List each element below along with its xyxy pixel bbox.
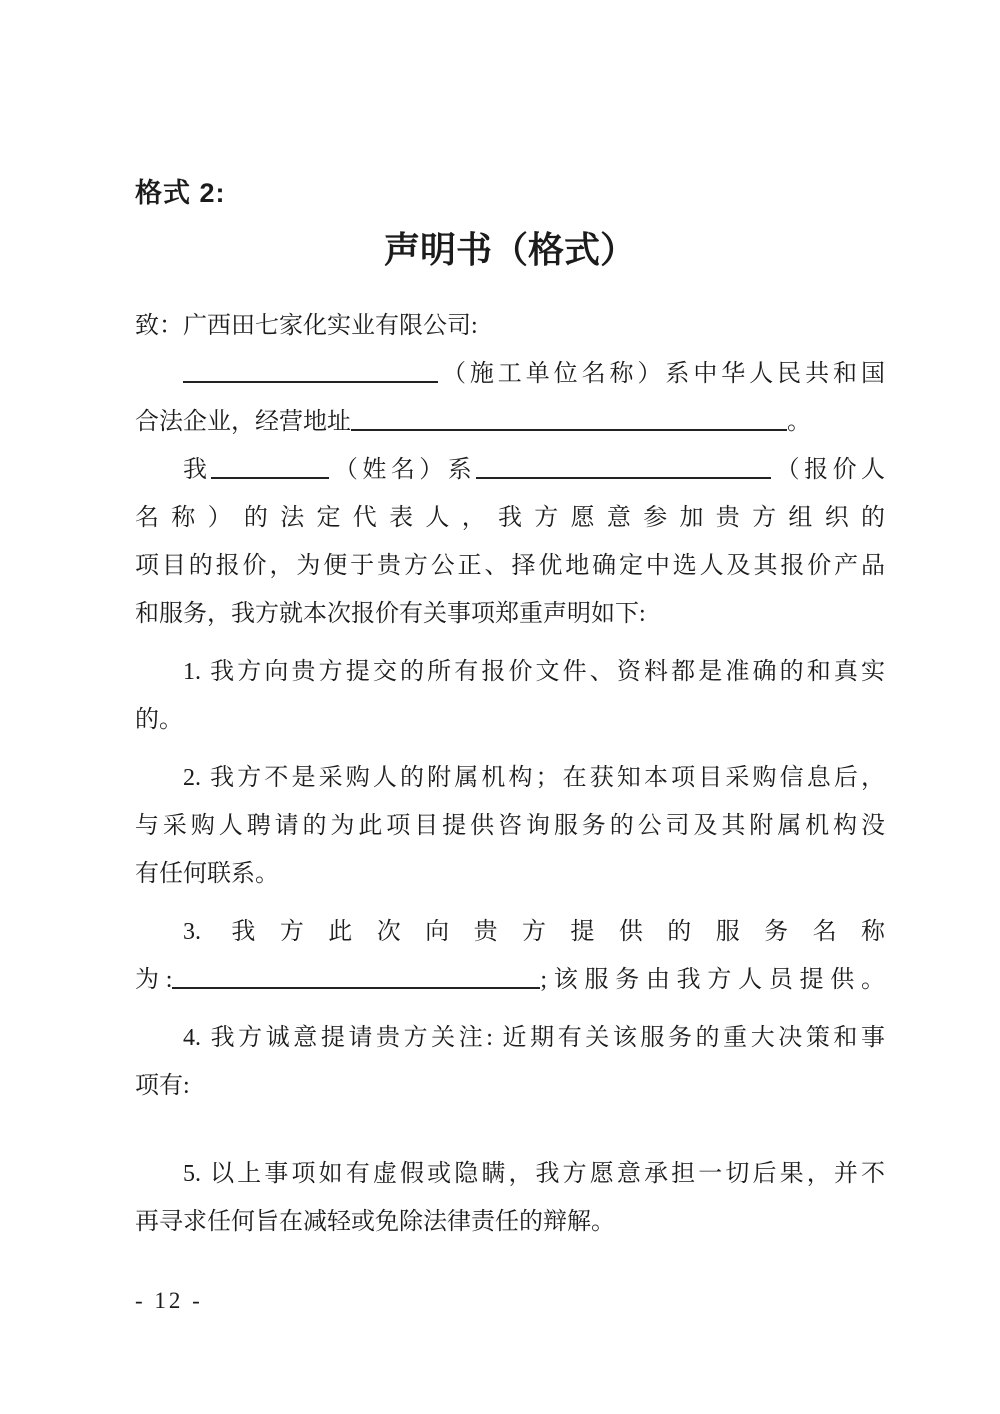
page-number: - 12 -: [135, 1288, 203, 1313]
unit-name-blank-field: [183, 379, 438, 383]
intro-line-2: [135, 398, 885, 446]
format-label: 格式 2:: [135, 178, 226, 208]
intro-line-1: [135, 350, 885, 398]
intro-line-1-text: （施工单位名称）系中华人民共和国: [438, 361, 885, 387]
blank-line-gap: [135, 1110, 885, 1140]
rep-tail-text: （报价人: [771, 457, 886, 483]
item-4-line-2: 项有:: [135, 1073, 190, 1099]
item-5-line-1: 5. 以上事项如有虚假或隐瞒，我方愿意承担一切后果，并不: [183, 1161, 885, 1187]
item-5-line-2: 再寻求任何旨在减轻或免除法律责任的辩解。: [135, 1209, 615, 1235]
item-3-line-2: [135, 956, 885, 1004]
item-1-line-2: 的。: [135, 707, 183, 733]
document-title: 声明书（格式）: [383, 230, 636, 270]
document-content: [135, 176, 885, 1246]
representative-line-3: 项目的报价，为便于贵方公正、择优地确定中选人及其报价产品: [135, 553, 885, 579]
item-4-line-1: 4. 我方诚意提请贵方关注: 近期有关该服务的重大决策和事: [183, 1025, 885, 1051]
intro-line-2-period: 。: [787, 409, 811, 435]
letter-body: [135, 302, 885, 1246]
bidder-name-blank-field: [476, 475, 771, 479]
representative-line-2: 名称）的法定代表人，我方愿意参加贵方组织的: [135, 505, 885, 531]
item-1-line-1: 1. 我方向贵方提交的所有报价文件、资料都是准确的和真实: [183, 659, 885, 685]
salutation-line: 致：广西田七家化实业有限公司:: [135, 313, 478, 339]
item-2-line-1: 2. 我方不是采购人的附属机构；在获知本项目采购信息后，: [183, 765, 885, 791]
representative-line-1: [135, 446, 885, 494]
item-2-line-2: 与采购人聘请的为此项目提供咨询服务的公司及其附属机构没: [135, 813, 885, 839]
item-3-line-2-lead: 为:: [135, 967, 173, 993]
rep-we-text: 我: [183, 457, 212, 483]
item-2-line-3: 有任何联系。: [135, 861, 279, 887]
item-3-line-1: 3. 我方此次向贵方提供的服务名称: [183, 919, 885, 945]
item-3-line-2-tail: ;该服务由我方人员提供。: [540, 967, 885, 993]
intro-line-2-text: 合法企业，经营地址: [135, 409, 351, 435]
person-name-blank-field: [211, 475, 329, 479]
address-blank-field: [351, 427, 787, 431]
rep-mid-text: （姓名）系: [329, 457, 477, 483]
representative-line-4: 和服务，我方就本次报价有关事项郑重声明如下:: [135, 601, 646, 627]
service-name-blank-field: [172, 985, 540, 989]
